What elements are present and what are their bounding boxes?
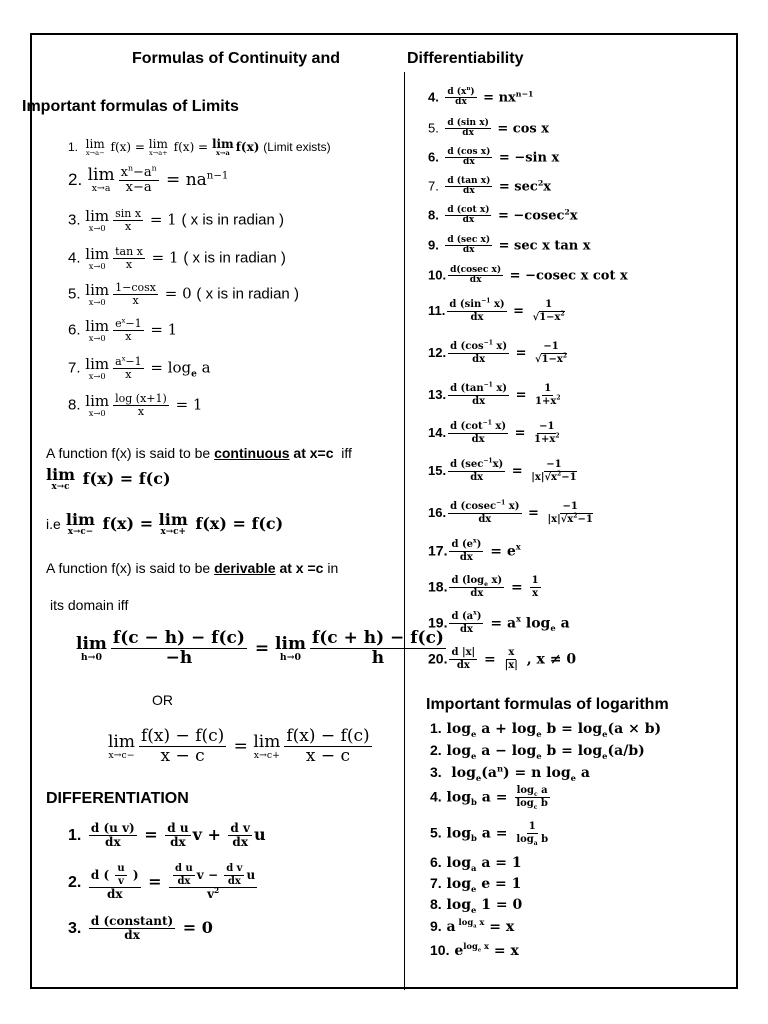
or-text: OR <box>152 692 173 708</box>
limits-heading: Important formulas of Limits <box>22 98 239 115</box>
deriv-12: 12. $\frac{d (\cos^{-1} x)}{dx}$ = $\frac{-1}{√1-x^2}$ <box>428 339 568 365</box>
deriv-13: 13. $\frac{d (\tan^{-1} x)}{dx}$ = $\frac{1}{1+x^2}$ <box>428 381 561 407</box>
derivable-in: in <box>327 560 339 576</box>
diff-rule-1: 1. $\frac{\text{d (u v)}}{dx}$ = $\frac{\text{d u}}{dx}$ v + $\frac{\text{d v}}{dx}$ u <box>68 821 266 849</box>
radian-note-3: ( x is in radian ) <box>181 211 285 229</box>
continuity-limit: lim x→c f(x) = f(c) <box>46 465 171 492</box>
limit-formula-7: 7. lim x→0 $\frac{a^x-1}{x}$ = $\log_e a$ <box>68 354 211 381</box>
derivative-definition-alt: lim x→c− $\frac{f(x) - f(c)}{x - c}$ = lim x→c+ $\frac{f(x) - f(c)}{x - c}$ <box>108 726 370 766</box>
deriv-6: 6. $\frac{\text{d (cos x)}}{dx}$ = −sin x <box>428 147 560 168</box>
logarithm-heading: Important formulas of logarithm <box>426 696 669 713</box>
radian-note-4: ( x is in radian ) <box>183 249 286 267</box>
derivable-text: A function f(x) is said to be <box>46 560 215 576</box>
limit-formula-4: 4. lim x→0 $\frac{\text{tan x}}{x}$ = 1 ( x is in radian ) <box>68 244 286 271</box>
deriv-8: 8. $\frac{\text{d (cot x)}}{dx}$ = −cosec$^2$x <box>428 205 578 226</box>
continuity-iff: iff <box>341 445 352 461</box>
limit-formula-6: 6. lim x→0 $\frac{e^x-1}{x}$ = 1 <box>68 316 178 343</box>
continuity-keyword: continuous <box>214 445 290 461</box>
derivable-point: at x =c <box>275 560 324 576</box>
ie-text: i.e <box>46 515 61 532</box>
limit-formula-3: 3. lim x→0 $\frac{\text{sin x}}{x}$ = 1 ( x is in radian ) <box>68 206 285 233</box>
log-8: 8. $\log_e 1 = 0$ <box>430 896 523 915</box>
deriv-10: 10. $\frac{\text{d(cosec x)}}{dx}$ = −cosec x cot x <box>428 265 628 286</box>
deriv-9: 9. $\frac{\text{d (sec x)}}{dx}$ = sec x tan x <box>428 235 591 256</box>
derivable-keyword: derivable <box>214 560 276 576</box>
continuity-ie: i.e lim x→c− f(x) = lim x→c+ f(x) = f(c) <box>46 510 284 537</box>
log-4: 4. $\log_b a$ = $\frac{\log_c a}{\log_c b}$ <box>430 785 548 811</box>
log-1: 1. $\log_e a + \log_e b = \log_e(a \times b)$ <box>430 720 662 739</box>
log-3: 3. $\log_e(a^n) = n$ $\log_e a$ <box>430 763 590 783</box>
continuity-definition <box>46 445 352 461</box>
continuity-point: at x=c <box>289 445 334 461</box>
diff-rule-3: 3. $\frac{\text{d (constant)}}{dx}$ = 0 <box>68 914 213 942</box>
title-left: Formulas of Continuity and <box>132 50 340 67</box>
limit-formula-2: 2. lim x→a $\frac{x^n-a^n}{x-a}$ = $na^{n-1}$ <box>68 163 229 195</box>
title-right: Differentiability <box>407 50 524 67</box>
deriv-19: 19. $\frac{d (a^x)}{dx}$ = $a^x$ $\log_e a$ <box>428 609 570 635</box>
deriv-17: 17. $\frac{d (e^x)}{dx}$ = $e^x$ <box>428 537 521 563</box>
column-divider <box>404 72 405 990</box>
derivable-definition <box>46 560 338 576</box>
log-2: 2. $\log_e a - \log_e b = \log_e(a/b)$ <box>430 742 645 761</box>
log-5: 5. $\log_b a$ = $\frac{1}{\log_a b}$ <box>430 821 549 847</box>
log-10: 10. $e^{log_e x} = x$ <box>430 941 519 959</box>
diff-rule-2: 2. d ( $\frac{u}{v}$ ) dx = $\frac{\text{d u}}{dx}$ v − $\frac{\text{d v}}{dx}$ u $v^2$ <box>68 863 256 901</box>
log-9: 9. a $^{log_a x}$ = x <box>430 917 515 935</box>
limit-formula-5: 5. lim x→0 $\frac{1-\cos x}{x}$ = 0 ( x is in radian ) <box>68 280 299 307</box>
limit-formula-1: 1. lim x→a− f(x) = lim x→a+ f(x) = lim x→a f(x) (Limit exists) <box>68 137 331 157</box>
deriv-7: 7. $\frac{\text{d (tan x)}}{dx}$ = $\sec^2x$ <box>428 176 552 197</box>
radian-note-5: ( x is in radian ) <box>196 285 299 303</box>
deriv-5: 5. $\frac{\text{d (sin x)}}{dx}$ = cos x <box>428 118 549 139</box>
limit-formula-8: 8. lim x→0 $\frac{\log (x+1)}{x}$ = 1 <box>68 391 203 418</box>
differentiation-heading: DIFFERENTIATION <box>46 790 189 807</box>
deriv-15: 15. $\frac{d (\sec^{-1}x)}{dx}$ = $\frac{-1}{|x|√x^2-1}$ <box>428 457 577 483</box>
deriv-18: 18. $\frac{d (\log_e x)}{dx}$ = $\frac{1}{x}$ <box>428 575 539 599</box>
limit-exists-note: (Limit exists) <box>263 139 331 154</box>
derivative-definition-bold: lim h→0 $\frac{f(c - h) - f(c)}{-h}$ = lim h→0 $\frac{f(c + h) - f(c)}{h}$ <box>76 628 444 668</box>
deriv-20: 20. $\frac{d |x|}{dx}$ = $\frac{x}{|x|}$ , x ≠ 0 <box>428 647 577 671</box>
continuity-text: A function f(x) is said to be <box>46 445 215 461</box>
deriv-14: 14. $\frac{d (\cot^{-1} x)}{dx}$ = $\frac{-1}{1+x^2}$ <box>428 419 560 445</box>
log-7: 7. $\log_e e = 1$ <box>430 875 522 894</box>
log-6: 6. $\log_a a = 1$ <box>430 854 522 873</box>
deriv-4: 4. $\frac{d (x^n)}{dx}$ = $nx^{n-1}$ <box>428 86 534 108</box>
domain-iff: its domain iff <box>50 597 129 613</box>
deriv-11: 11. $\frac{d (\sin^{-1} x)}{dx}$ = $\frac{1}{√1-x^2}$ <box>428 297 565 323</box>
deriv-16: 16. $\frac{d (cosec^{-1} x)}{dx}$ = $\frac{-1}{|x|√x^2-1}$ <box>428 499 593 525</box>
